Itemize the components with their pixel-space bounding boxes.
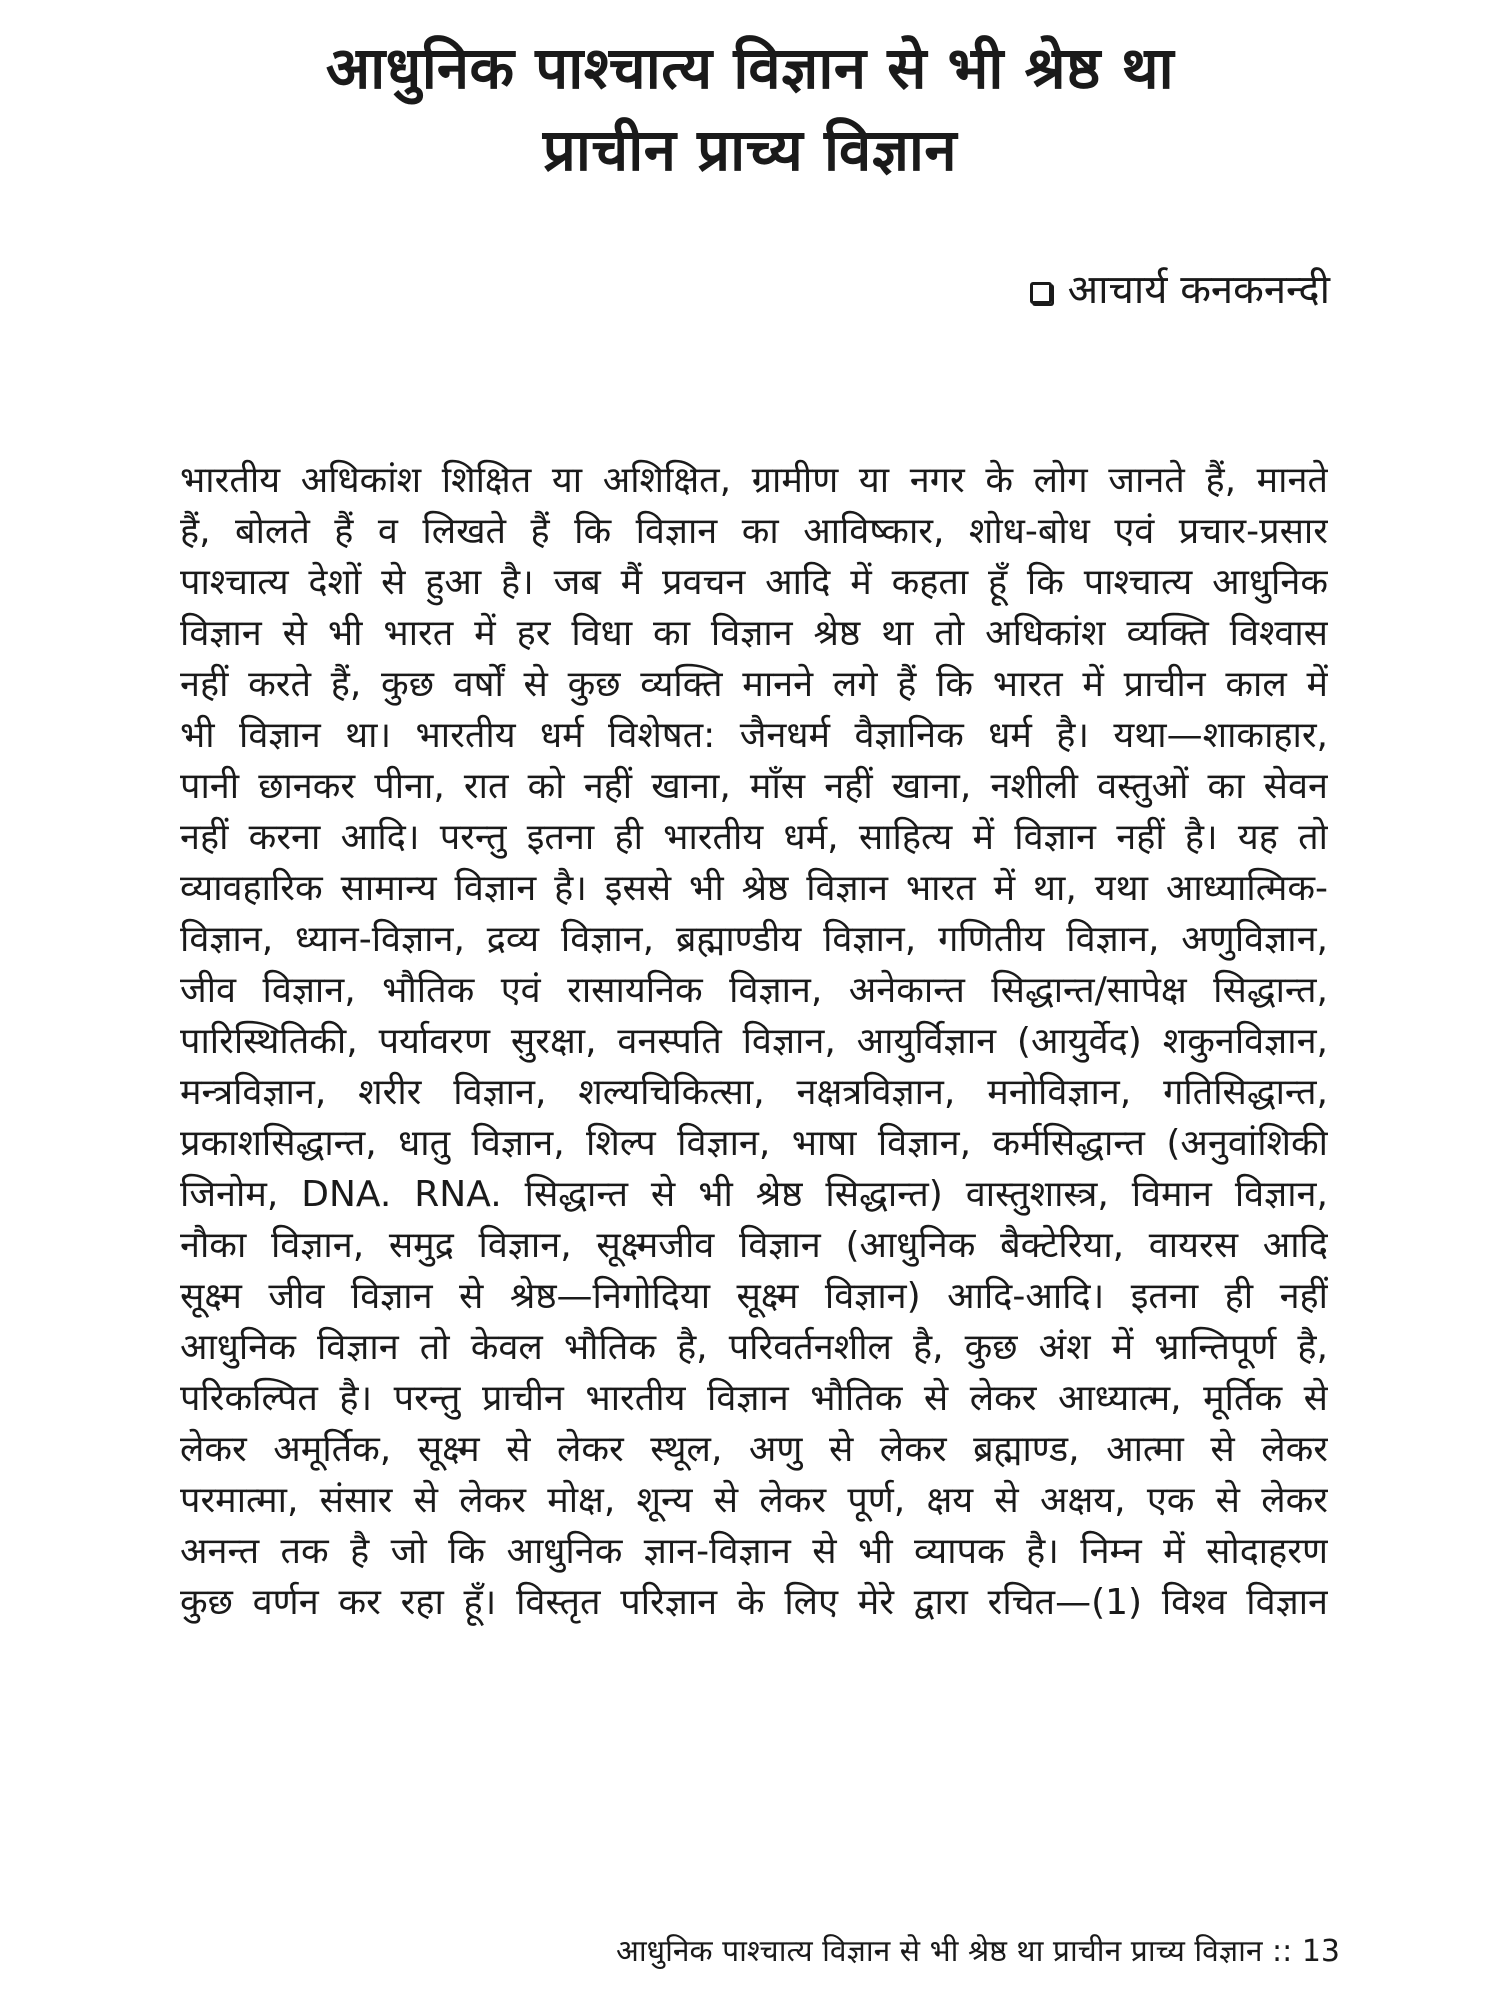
body-line: पाश्चात्य देशों से हुआ है। जब मैं प्रवचन आदि में कहता हूँ कि पाश्चात्य आधुनिक <box>180 562 1328 603</box>
body-line: पारिस्थितिकी, पर्यावरण सुरक्षा, वनस्पति विज्ञान, आयुर्विज्ञान (आयुर्वेद) शकुनविज्ञान, <box>180 1021 1328 1062</box>
body-line: हैं, बोलते हैं व लिखते हैं कि विज्ञान का आविष्कार, शोध-बोध एवं प्रचार-प्रसार <box>180 511 1328 552</box>
page-footer <box>616 1930 1340 1974</box>
body-line: अनन्त तक है जो कि आधुनिक ज्ञान-विज्ञान से भी व्यापक है। निम्न में सोदाहरण <box>180 1531 1328 1572</box>
author-name: आचार्य कनकनन्दी <box>1067 267 1330 313</box>
body-line: पानी छानकर पीना, रात को नहीं खाना, माँस नहीं खाना, नशीली वस्तुओं का सेवन <box>180 766 1328 807</box>
body-line: नहीं करना आदि। परन्तु इतना ही भारतीय धर्म, साहित्य में विज्ञान नहीं है। यह तो <box>180 817 1328 858</box>
body-line: परमात्मा, संसार से लेकर मोक्ष, शून्य से लेकर पूर्ण, क्षय से अक्षय, एक से लेकर <box>180 1480 1328 1521</box>
body-line: व्यावहारिक सामान्य विज्ञान है। इससे भी श्रेष्ठ विज्ञान भारत में था, यथा आध्यात्मिक- <box>180 868 1328 909</box>
body-line: जिनोम, DNA. RNA. सिद्धान्त से भी श्रेष्ठ सिद्धान्त) वास्तुशास्त्र, विमान विज्ञान, <box>180 1174 1328 1215</box>
checkbox-square-icon <box>1030 282 1052 304</box>
body-line: प्रकाशसिद्धान्त, धातु विज्ञान, शिल्प विज्ञान, भाषा विज्ञान, कर्मसिद्धान्त (अनुवांशिकी <box>180 1123 1328 1164</box>
body-line: कुछ वर्णन कर रहा हूँ। विस्तृत परिज्ञान के लिए मेरे द्वारा रचित—(1) विश्व विज्ञान <box>180 1582 1328 1623</box>
title-line-2: प्राचीन प्राच्य विज्ञान <box>542 116 958 184</box>
body-line: विज्ञान, ध्यान-विज्ञान, द्रव्य विज्ञान, ब्रह्माण्डीय विज्ञान, गणितीय विज्ञान, अणुविज्ञान, <box>180 919 1328 960</box>
body-line: भारतीय अधिकांश शिक्षित या अशिक्षित, ग्रामीण या नगर के लोग जानते हैं, मानते <box>180 460 1328 501</box>
body-line: आधुनिक विज्ञान तो केवल भौतिक है, परिवर्तनशील है, कुछ अंश में भ्रान्तिपूर्ण है, <box>180 1327 1328 1368</box>
page-number: 13 <box>1301 1934 1340 1969</box>
body-line: नहीं करते हैं, कुछ वर्षों से कुछ व्यक्ति मानने लगे हैं कि भारत में प्राचीन काल में <box>180 664 1328 705</box>
body-line: सूक्ष्म जीव विज्ञान से श्रेष्ठ—निगोदिया सूक्ष्म विज्ञान) आदि-आदि। इतना ही नहीं <box>180 1276 1328 1317</box>
title-line-1: आधुनिक पाश्चात्य विज्ञान से भी श्रेष्ठ था <box>325 34 1175 102</box>
body-line: भी विज्ञान था। भारतीय धर्म विशेषत: जैनधर्म वैज्ञानिक धर्म है। यथा—शाकाहार, <box>180 715 1328 756</box>
author-byline <box>1030 262 1330 318</box>
body-text <box>180 455 1328 1628</box>
body-line: जीव विज्ञान, भौतिक एवं रासायनिक विज्ञान, अनेकान्त सिद्धान्त/सापेक्ष सिद्धान्त, <box>180 970 1328 1011</box>
body-line: मन्त्रविज्ञान, शरीर विज्ञान, शल्यचिकित्सा, नक्षत्रविज्ञान, मनोविज्ञान, गतिसिद्धान्त, <box>180 1072 1328 1113</box>
body-line: परिकल्पित है। परन्तु प्राचीन भारतीय विज्ञान भौतिक से लेकर आध्यात्म, मूर्तिक से <box>180 1378 1328 1419</box>
body-line: विज्ञान से भी भारत में हर विधा का विज्ञान श्रेष्ठ था तो अधिकांश व्यक्ति विश्वास <box>180 613 1328 654</box>
body-line: लेकर अमूर्तिक, सूक्ष्म से लेकर स्थूल, अणु से लेकर ब्रह्माण्ड, आत्मा से लेकर <box>180 1429 1328 1470</box>
body-line: नौका विज्ञान, समुद्र विज्ञान, सूक्ष्मजीव विज्ञान (आधुनिक बैक्टेरिया, वायरस आदि <box>180 1225 1328 1266</box>
running-title: आधुनिक पाश्चात्य विज्ञान से भी श्रेष्ठ था प्राचीन प्राच्य विज्ञान :: <box>616 1934 1293 1969</box>
